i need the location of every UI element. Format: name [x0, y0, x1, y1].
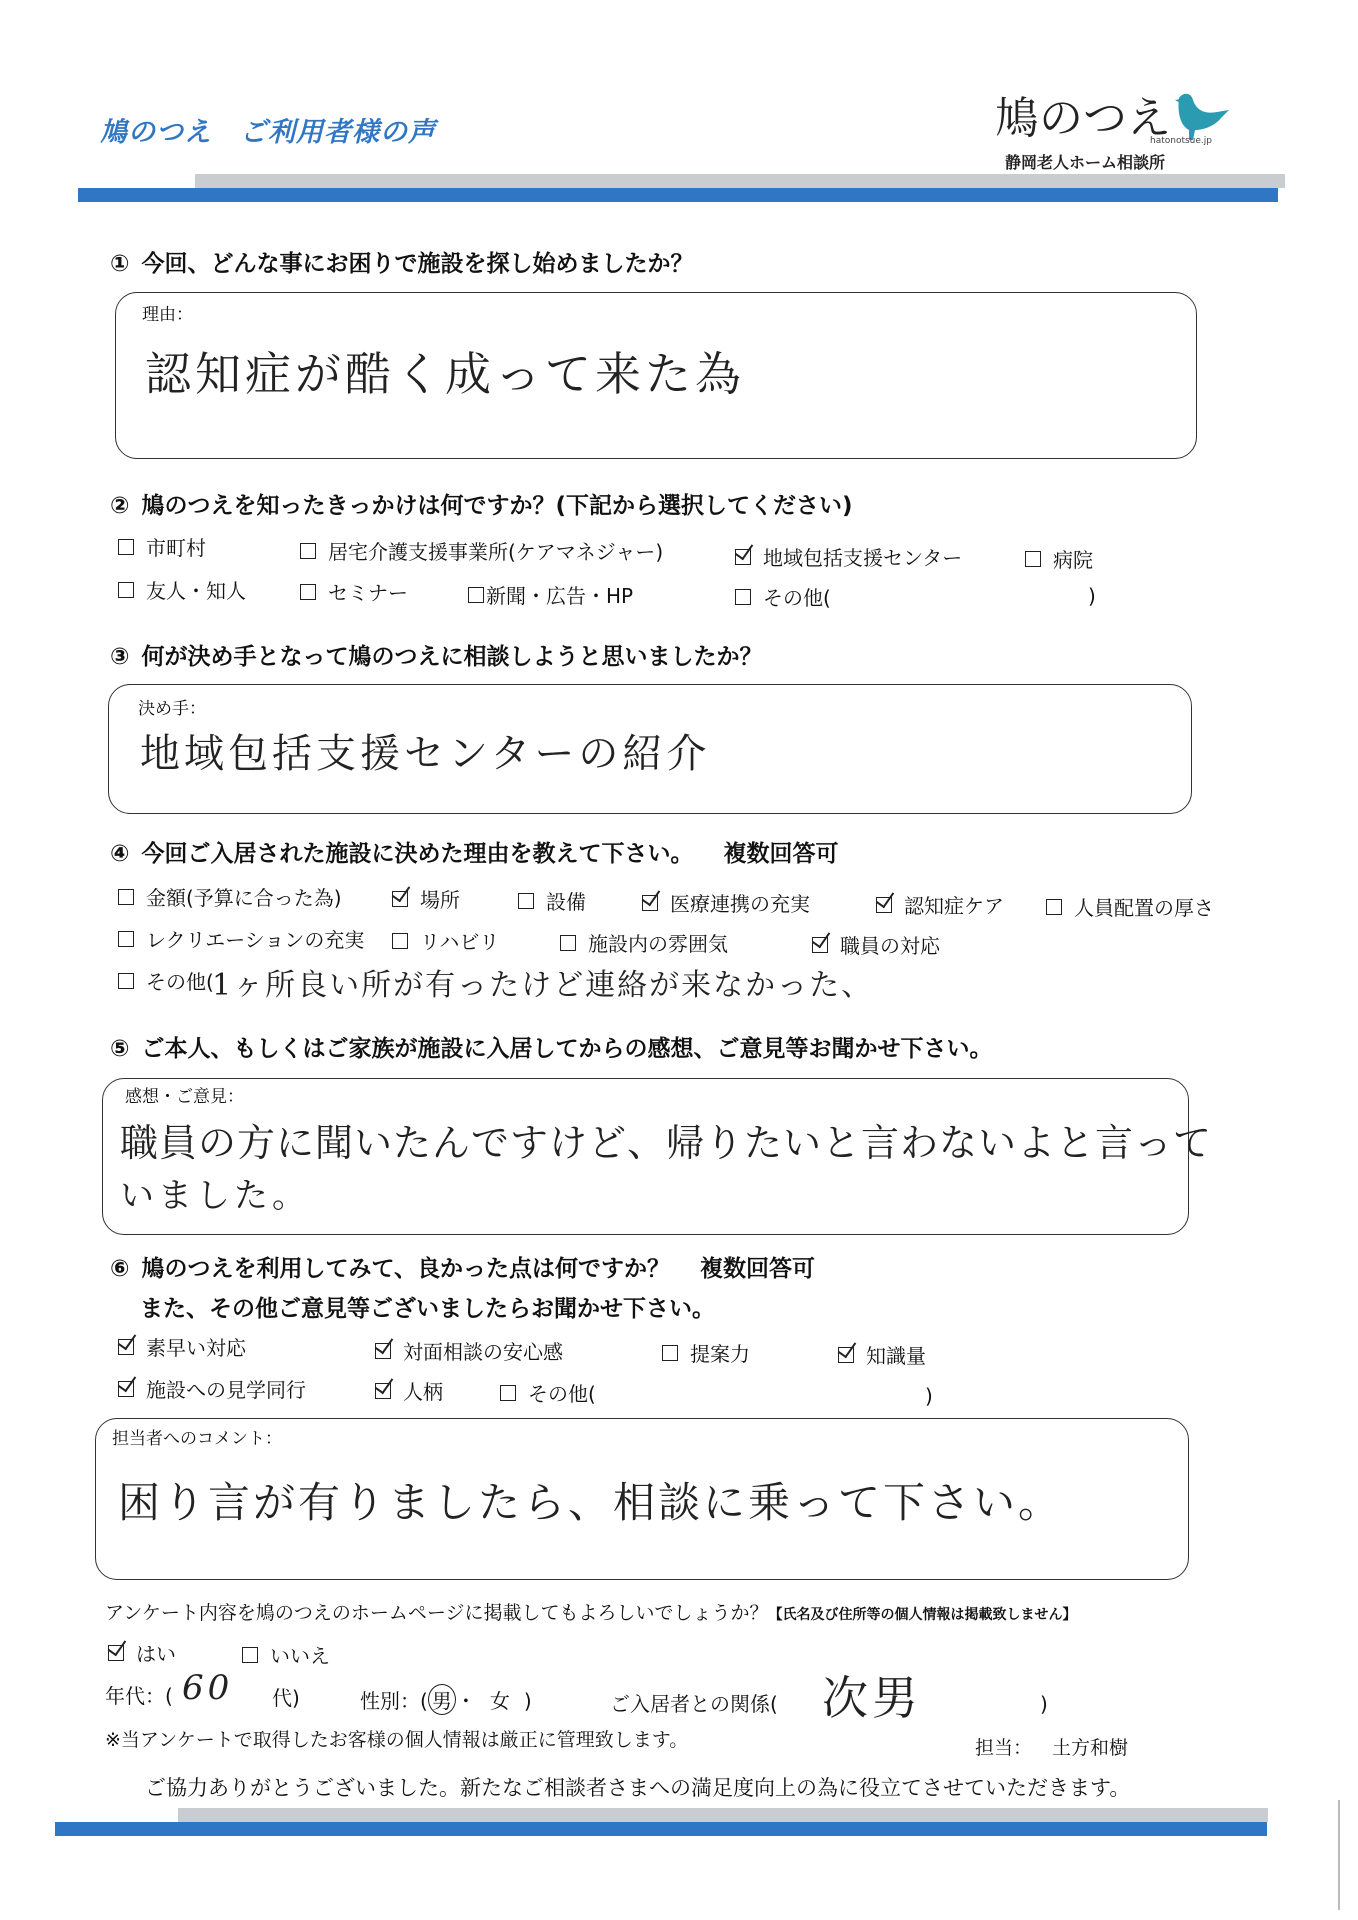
page-edge-rule: [1338, 1800, 1340, 1910]
option-label: 市町村: [146, 536, 206, 560]
relation-label: ご入居者との関係(: [610, 1692, 778, 1716]
q4-number: ④: [110, 841, 130, 867]
checkbox[interactable]: [242, 1647, 258, 1663]
q6-option-face-to-face[interactable]: [375, 1336, 563, 1365]
option-label: 素早い対応: [146, 1336, 246, 1360]
checkbox[interactable]: [300, 584, 316, 600]
q6-option-tour[interactable]: [118, 1374, 306, 1403]
q6-option-other[interactable]: [500, 1378, 596, 1407]
option-label: 金額(予算に合った為): [146, 886, 342, 910]
option-label: 人員配置の厚さ: [1074, 896, 1214, 920]
option-label: 医療連携の充実: [670, 892, 810, 916]
consent-question-text: アンケート内容を鳩のつえのホームページに掲載してもよろしいでしょうか？: [105, 1602, 769, 1624]
page-header-title: 鳩のつえ ご利用者様の声: [100, 117, 436, 148]
option-label: その他(: [528, 1382, 596, 1406]
option-label: 人柄: [403, 1380, 443, 1404]
privacy-note: ※当アンケートで取得したお客様の個人情報は厳正に管理致します。: [105, 1729, 689, 1751]
q5-answer-line1: 職員の方に聞いたんですけど、帰りたいと言わないよと言って: [120, 1121, 1213, 1165]
q4-option-facilities[interactable]: [518, 886, 586, 915]
staff-label: 担当：: [975, 1737, 1033, 1759]
checkbox-checked[interactable]: [642, 895, 658, 911]
q6-text: 鳩のつえを利用してみて、良かった点は何ですか？: [141, 1256, 671, 1282]
gender-separator: ・: [455, 1689, 476, 1713]
option-label: リハビリ: [420, 930, 500, 954]
checkbox[interactable]: [1046, 899, 1062, 915]
option-label: 場所: [420, 888, 460, 912]
q1-answer: 認知症が酷く成って来た為: [145, 347, 745, 401]
q1-label: 理由：: [142, 305, 193, 325]
option-label: いいえ: [270, 1644, 330, 1668]
q6-question: [110, 1250, 815, 1283]
q6-multiple-answers-note: 複数回答可: [700, 1256, 816, 1282]
thanks-message: ご協力ありがとうございました。新たなご相談者さまへの満足度向上の為に役立てさせていただきます。: [145, 1776, 1131, 1800]
q6-option-personality[interactable]: [375, 1376, 443, 1405]
q3-answer: 地域包括支援センターの紹介: [140, 731, 711, 777]
q4-option-atmosphere[interactable]: [560, 928, 728, 957]
checkbox-checked[interactable]: [392, 891, 408, 907]
logo: [995, 82, 1230, 180]
q4-option-price[interactable]: [118, 882, 342, 911]
header-band-grey: [195, 174, 1285, 188]
checkbox[interactable]: [118, 931, 134, 947]
age-suffix: 代): [272, 1686, 300, 1710]
checkbox-checked[interactable]: [108, 1645, 124, 1661]
checkbox[interactable]: [500, 1385, 516, 1401]
relation-value: 次男: [822, 1671, 922, 1725]
q5-number: ⑤: [110, 1036, 130, 1062]
relation-close: ): [1040, 1692, 1048, 1716]
q3-text: 何が決め手となって鳩のつえに相談しようと思いましたか？: [141, 644, 763, 670]
q2-option-friend[interactable]: [118, 575, 246, 604]
q2-option-community-center[interactable]: [735, 542, 962, 571]
option-label: 対面相談の安心感: [403, 1340, 563, 1364]
gender-label: 性別：(: [360, 1689, 428, 1713]
checkbox[interactable]: [118, 582, 134, 598]
option-label: 提案力: [690, 1342, 750, 1366]
q3-question: [110, 638, 762, 671]
option-label: 知識量: [866, 1344, 926, 1368]
q4-option-recreation[interactable]: [118, 924, 364, 953]
q5-question: [110, 1030, 992, 1063]
gender-male-circled[interactable]: 男: [428, 1684, 456, 1715]
checkbox-checked[interactable]: [118, 1381, 134, 1397]
checkbox[interactable]: [735, 589, 751, 605]
checkbox-checked[interactable]: [375, 1383, 391, 1399]
q6-number: ⑥: [110, 1256, 130, 1282]
q2-option-municipality[interactable]: [118, 532, 206, 561]
q6-question-line2: また、その他ご意見等ございましたらお聞かせ下さい。: [140, 1296, 715, 1322]
checkbox[interactable]: [118, 539, 134, 555]
option-label: 居宅介護支援事業所(ケアマネジャー): [328, 540, 664, 564]
q4-option-medical[interactable]: [642, 888, 810, 917]
age-label: 年代：(: [105, 1684, 173, 1708]
q4-option-staff-response[interactable]: [812, 930, 940, 959]
age-value: 60: [182, 1668, 234, 1708]
checkbox[interactable]: [118, 889, 134, 905]
option-label: 新聞・広告・HP: [486, 584, 634, 608]
consent-note: 【氏名及び住所等の個人情報は掲載致しません】: [768, 1607, 1077, 1623]
bird-icon: [1173, 90, 1231, 142]
checkbox[interactable]: [560, 935, 576, 951]
q4-option-rehab[interactable]: [392, 926, 499, 955]
q4-option-other[interactable]: [118, 966, 214, 995]
gender-female[interactable]: 女: [489, 1689, 510, 1713]
q6-option-quick-response[interactable]: [118, 1332, 246, 1361]
q3-number: ③: [110, 644, 130, 670]
checkbox[interactable]: [392, 933, 408, 949]
consent-no[interactable]: [242, 1640, 330, 1669]
option-label: その他(: [146, 970, 214, 994]
q4-text: 今回ご入居された施設に決めた理由を教えて下さい。: [141, 841, 694, 867]
q6-option-knowledge[interactable]: [838, 1340, 926, 1369]
checkbox-checked[interactable]: [118, 1339, 134, 1355]
q2-question: [110, 487, 853, 520]
checkbox[interactable]: [300, 543, 316, 559]
staff-name: 土方和樹: [1052, 1737, 1129, 1759]
option-label: 職員の対応: [840, 934, 940, 958]
q2-other-close: ): [1088, 584, 1096, 608]
q2-option-seminar[interactable]: [300, 577, 408, 606]
checkbox[interactable]: [118, 973, 134, 989]
gender-close: ): [523, 1689, 532, 1713]
q5-text: ご本人、もしくはご家族が施設に入居してからの感想、ご意見等お聞かせ下さい。: [141, 1036, 993, 1062]
logo-url: hatonotsue.jp: [1150, 136, 1212, 146]
q1-text: 今回、どんな事にお困りで施設を探し始めましたか？: [141, 251, 694, 277]
checkbox-checked[interactable]: [812, 937, 828, 953]
q5-answer-line2: いました。: [120, 1176, 310, 1216]
logo-subtitle: 静岡老人ホーム相談所: [1005, 153, 1166, 172]
q4-option-location[interactable]: [392, 884, 460, 913]
option-label: 施設内の雰囲気: [588, 932, 728, 956]
option-label: 施設への見学同行: [146, 1378, 306, 1402]
option-label: 病院: [1053, 548, 1093, 572]
footer-band-blue: [55, 1822, 1267, 1836]
q3-label: 決め手：: [138, 699, 206, 719]
q4-multiple-answers-note: 複数回答可: [723, 841, 839, 867]
consent-question: [105, 1598, 1076, 1625]
option-label: レクリエーションの充実: [146, 928, 365, 952]
option-label: 友人・知人: [146, 579, 246, 603]
q4-other-answer: 1ヶ所良い所が有ったけど連絡が来なかった、: [212, 968, 874, 1003]
checkbox-checked[interactable]: [838, 1347, 854, 1363]
checkbox[interactable]: [662, 1345, 678, 1361]
gender-field[interactable]: [360, 1684, 532, 1715]
q2-option-hospital[interactable]: [1025, 544, 1093, 573]
checkbox-checked[interactable]: [375, 1343, 391, 1359]
option-label: 地域包括支援センター: [763, 546, 963, 570]
checkbox[interactable]: [1025, 551, 1041, 567]
staff: [975, 1733, 1128, 1760]
option-label: その他(: [763, 586, 831, 610]
q6-comment-label: 担当者へのコメント：: [112, 1429, 282, 1449]
option-label: 設備: [546, 890, 586, 914]
q6-comment: 困り言が有りましたら、相談に乗って下さい。: [118, 1478, 1064, 1527]
logo-name: 鳩のつえ: [995, 93, 1171, 144]
consent-yes[interactable]: [108, 1638, 176, 1667]
q4-question: [110, 835, 838, 868]
q2-option-care-manager[interactable]: [300, 536, 663, 565]
footer-band-grey: [178, 1808, 1268, 1822]
q4-option-dementia-care[interactable]: [876, 890, 1004, 919]
option-label: セミナー: [328, 581, 408, 605]
q1-question: [110, 245, 693, 278]
q6-option-proposal[interactable]: [662, 1338, 750, 1367]
option-label: 認知症ケア: [904, 894, 1004, 918]
checkbox-checked[interactable]: [876, 897, 892, 913]
q5-label: 感想・ご意見：: [125, 1087, 244, 1107]
q2-option-other[interactable]: [735, 582, 831, 611]
q2-number: ②: [110, 493, 130, 519]
option-label: はい: [136, 1642, 176, 1666]
q1-number: ①: [110, 251, 130, 277]
checkbox-checked[interactable]: [735, 549, 751, 565]
q2-text: 鳩のつえを知ったきっかけは何ですか？(下記から選択してください): [141, 493, 853, 519]
header-band-blue: [78, 188, 1278, 202]
q2-option-newspaper[interactable]: [468, 580, 633, 609]
q6-other-close: ): [925, 1384, 933, 1408]
checkbox[interactable]: [518, 893, 534, 909]
checkbox[interactable]: [468, 587, 484, 603]
q4-option-staffing[interactable]: [1046, 892, 1214, 921]
